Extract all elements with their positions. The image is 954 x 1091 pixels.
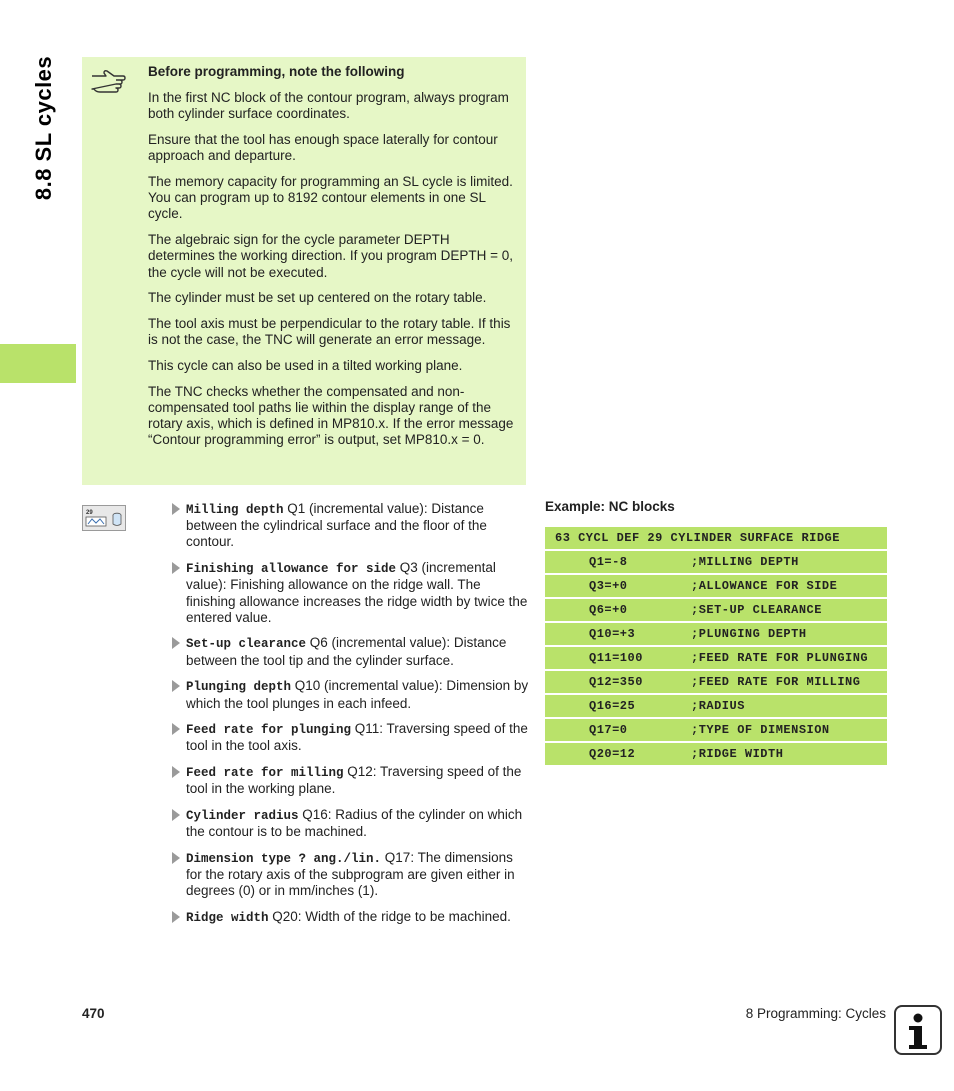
chapter-title: 8 Programming: Cycles: [745, 1006, 886, 1021]
nc-block-cycle-def: 63 CYCL DEF 29 CYLINDER SURFACE RIDGE: [555, 531, 840, 545]
triangle-bullet-icon: [172, 766, 180, 778]
parameter-name: Feed rate for milling: [186, 766, 344, 781]
parameter-description: Q11: Traversing speed of the tool in the tool axis.: [186, 721, 528, 754]
note-paragraph: The cylinder must be set up centered on the rotary table.: [148, 290, 487, 306]
parameter-description: Q3 (incremental value): Finishing allowance on the ridge wall. The finishing allowance increases the ridge width by twice the entered value.: [186, 560, 528, 625]
parameter-description: Q17: The dimensions for the rotary axis of the subprogram are given either in degrees (0) or in mm/inches (1).: [186, 849, 515, 899]
nc-block-row: [545, 671, 887, 693]
parameter-name: Finishing allowance for side: [186, 562, 397, 577]
parameter-name: Feed rate for plunging: [186, 723, 352, 738]
note-paragraph: In the first NC block of the contour program, always program both cylinder surface coordinates.: [148, 90, 509, 122]
nc-block-comment: ;RIDGE WIDTH: [691, 747, 784, 761]
section-tab-marker: [0, 344, 76, 383]
parameter-name: Ridge width: [186, 911, 269, 926]
nc-block-row: [545, 719, 887, 741]
parameter-plunging-depth: [172, 678, 530, 711]
nc-block-row: [545, 743, 887, 765]
parameter-description: Q1 (incremental value): Distance between the cylindrical surface and the floor of the contour.: [186, 501, 487, 550]
parameter-description: Q10 (incremental value): Dimension by which the tool plunges in each infeed.: [186, 678, 529, 711]
nc-block-table: [545, 527, 887, 767]
nc-block-code: Q6=+0: [589, 603, 628, 617]
parameter-milling-depth: [172, 501, 530, 551]
info-icon: [894, 1005, 942, 1055]
triangle-bullet-icon: [172, 852, 180, 864]
parameter-list: [172, 501, 530, 936]
note-heading: Before programming, note the following: [148, 64, 405, 79]
section-title: [26, 40, 62, 215]
nc-block-code: Q1=-8: [589, 555, 628, 569]
nc-block-code: Q3=+0: [589, 579, 628, 593]
nc-block-comment: ;ALLOWANCE FOR SIDE: [691, 579, 838, 593]
note-paragraph: Ensure that the tool has enough space laterally for contour approach and departure.: [148, 132, 498, 164]
triangle-bullet-icon: [172, 723, 180, 735]
note-content: [148, 64, 518, 458]
nc-block-row: [545, 647, 887, 669]
cylinder-ridge-icon: [83, 506, 125, 530]
parameter-feed-rate-plunging: [172, 721, 530, 754]
nc-block-row: [545, 599, 887, 621]
nc-block-row: [545, 575, 887, 597]
nc-block-code: Q17=0: [589, 723, 628, 737]
parameter-description: Q12: Traversing speed of the tool in the working plane.: [186, 764, 522, 797]
parameter-dimension-type: [172, 850, 530, 900]
triangle-bullet-icon: [172, 562, 180, 574]
page-number: 470: [82, 1006, 105, 1021]
note-paragraph: The tool axis must be perpendicular to the rotary table. If this is not the case, the TNC will generate an error message.: [148, 315, 511, 348]
cycle-icon-label: 29: [86, 510, 93, 516]
note-paragraph: This cycle can also be used in a tilted working plane.: [148, 357, 463, 373]
nc-block-row: [545, 695, 887, 717]
parameter-name: Dimension type ? ang./lin.: [186, 851, 382, 866]
nc-block-code: Q12=350: [589, 675, 643, 689]
parameter-name: Plunging depth: [186, 680, 292, 695]
note-paragraph: The TNC checks whether the compensated and non-compensated tool paths lie within the display range of the rotary axis, which is defined in MP810.x. If the error message “Contour programming error” is output, set MP810.x = 0.: [148, 383, 514, 448]
nc-block-row: [545, 527, 887, 549]
section-title-text: 8.8 SL cycles: [31, 55, 56, 200]
nc-block-code: Q10=+3: [589, 627, 636, 641]
nc-block-comment: ;FEED RATE FOR MILLING: [691, 675, 861, 689]
example-heading: Example: NC blocks: [545, 499, 675, 514]
parameter-description: Q6 (incremental value): Distance between the tool tip and the cylinder surface.: [186, 635, 507, 668]
nc-block-comment: ;MILLING DEPTH: [691, 555, 799, 569]
nc-block-row: [545, 623, 887, 645]
nc-block-comment: ;PLUNGING DEPTH: [691, 627, 807, 641]
parameter-description: Q16: Radius of the cylinder on which the contour is to be machined.: [186, 807, 523, 840]
nc-block-row: [545, 551, 887, 573]
parameter-setup-clearance: [172, 635, 530, 668]
cycle-29-softkey-icon: [82, 505, 126, 531]
note-box: [82, 57, 526, 485]
nc-block-comment: ;SET-UP CLEARANCE: [691, 603, 822, 617]
nc-block-comment: ;FEED RATE FOR PLUNGING: [691, 651, 869, 665]
triangle-bullet-icon: [172, 911, 180, 923]
parameter-name: Set-up clearance: [186, 637, 307, 652]
note-paragraph: The algebraic sign for the cycle parameter DEPTH determines the working direction. If you program DEPTH = 0, the cycle will not be executed.: [148, 232, 514, 280]
triangle-bullet-icon: [172, 637, 180, 649]
parameter-cylinder-radius: [172, 807, 530, 840]
triangle-bullet-icon: [172, 680, 180, 692]
note-paragraph: The memory capacity for programming an SL cycle is limited. You can program up to 8192 contour elements in one SL cycle.: [148, 174, 513, 222]
parameter-finishing-allowance: [172, 560, 530, 626]
parameter-description: Q20: Width of the ridge to be machined.: [268, 909, 511, 925]
nc-block-comment: ;RADIUS: [691, 699, 745, 713]
nc-block-comment: ;TYPE OF DIMENSION: [691, 723, 830, 737]
pointing-hand-icon: [90, 67, 126, 93]
triangle-bullet-icon: [172, 809, 180, 821]
nc-block-code: Q20=12: [589, 747, 636, 761]
nc-block-code: Q11=100: [589, 651, 643, 665]
parameter-feed-rate-milling: [172, 764, 530, 797]
nc-block-code: Q16=25: [589, 699, 636, 713]
parameter-name: Milling depth: [186, 503, 284, 517]
parameter-name: Cylinder radius: [186, 809, 299, 824]
parameter-ridge-width: [172, 909, 530, 926]
triangle-bullet-icon: [172, 503, 180, 515]
